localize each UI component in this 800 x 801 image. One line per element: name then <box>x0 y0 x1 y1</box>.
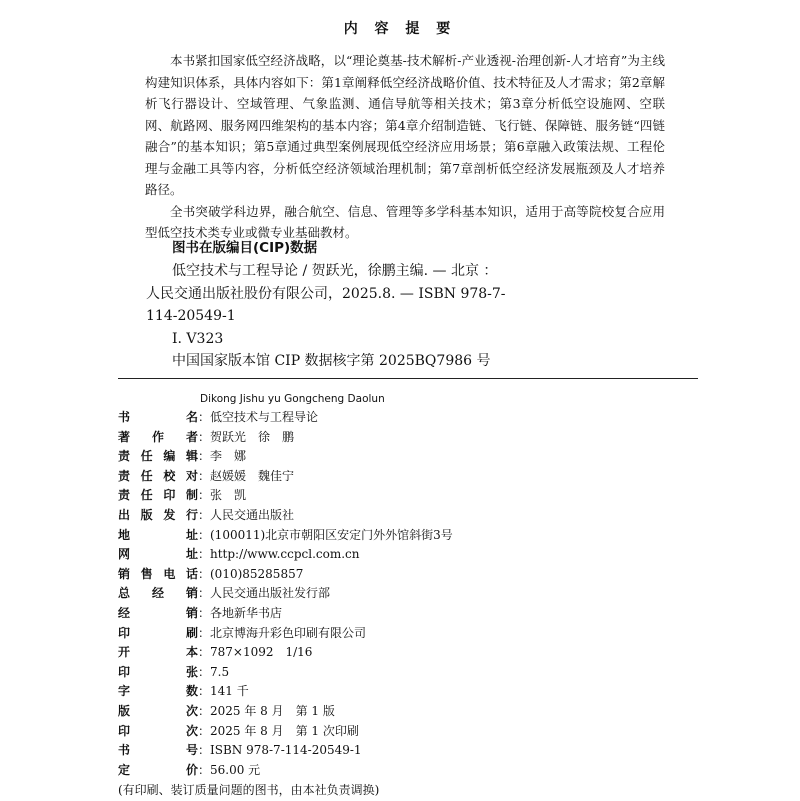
imprint-row <box>118 526 678 546</box>
imprint-row <box>118 565 678 585</box>
imprint-value: ：张 凯 <box>198 488 247 503</box>
imprint-label: 版 次 <box>118 703 198 718</box>
imprint-value: ：北京博海升彩色印刷有限公司 <box>198 625 367 640</box>
imprint-label: 责任编辑 <box>118 449 198 464</box>
imprint-label: 网 址 <box>118 547 198 562</box>
cip-line: 人民交通出版社股份有限公司，2025.8. — ISBN 978-7- <box>146 285 506 302</box>
imprint-row <box>118 741 678 761</box>
imprint-value: ：低空技术与工程导论 <box>198 410 319 424</box>
imprint-value: ：141 千 <box>198 684 249 699</box>
imprint-table <box>118 408 678 801</box>
imprint-row <box>118 506 678 526</box>
pinyin-title: Dikong Jishu yu Gongcheng Daolun <box>200 393 385 405</box>
imprint-label: 著 作 者 <box>118 429 198 444</box>
imprint-label: 总 经 销 <box>118 586 198 601</box>
imprint-value: ：各地新华书店 <box>198 605 283 620</box>
imprint-label: 销售电话 <box>118 566 198 581</box>
imprint-value: ：人民交通出版社发行部 <box>198 586 331 601</box>
imprint-value: ：ISBN 978-7-114-20549-1 <box>198 743 362 758</box>
imprint-row <box>118 604 678 624</box>
cip-line: 中国国家版本馆 CIP 数据核字第 2025BQ7986 号 <box>172 353 491 369</box>
imprint-value: ：赵媛媛 魏佳宁 <box>198 468 295 483</box>
cip-heading: 图书在版编目(CIP)数据 <box>172 240 318 256</box>
imprint-label: 出版发行 <box>118 507 198 522</box>
imprint-label: 经 销 <box>118 605 198 620</box>
imprint-label: 书 号 <box>118 743 198 758</box>
imprint-label: 字 数 <box>118 684 198 699</box>
summary-title: 内 容 提 要 <box>343 21 457 37</box>
imprint-value: ：(100011)北京市朝阳区安定门外外馆斜街3号 <box>198 527 453 542</box>
imprint-label: 责任印制 <box>118 488 198 503</box>
imprint-value: ：7.5 <box>198 664 230 679</box>
imprint-row <box>118 408 678 428</box>
cip-line: Ⅰ. V323 <box>172 330 224 347</box>
summary-text <box>145 50 665 244</box>
imprint-value: ：787×1092 1/16 <box>198 645 313 660</box>
imprint-value: ：贺跃光 徐 鹏 <box>198 429 295 444</box>
imprint-row <box>118 467 678 487</box>
imprint-label: 地 址 <box>118 527 198 542</box>
cip-line: 低空技术与工程导论 / 贺跃光，徐鹏主编. — 北京 ： <box>172 263 498 279</box>
imprint-row <box>118 447 678 467</box>
cip-line: 114-20549-1 <box>146 308 236 324</box>
imprint-row <box>118 486 678 506</box>
imprint-row <box>118 428 678 448</box>
imprint-row <box>118 761 678 781</box>
imprint-row <box>118 624 678 644</box>
cip-record <box>146 260 516 373</box>
imprint-label: 开 本 <box>118 645 198 660</box>
imprint-value: ：人民交通出版社 <box>198 507 295 522</box>
imprint-label: 印 张 <box>118 664 198 679</box>
divider-top <box>118 378 698 379</box>
imprint-value: ：2025 年 8 月 第 1 次印刷 <box>198 723 359 738</box>
imprint-value: ：56.00 元 <box>198 762 261 777</box>
imprint-value: ：http://www.ccpcl.com.cn <box>198 547 360 562</box>
quality-note: (有印刷、装订质量问题的图书，由本社负责调换) <box>118 783 380 798</box>
imprint-label: 印 刷 <box>118 625 198 640</box>
imprint-label: 书 名 <box>118 410 198 424</box>
imprint-label: 定 价 <box>118 762 198 777</box>
imprint-row <box>118 643 678 663</box>
imprint-row <box>118 702 678 722</box>
imprint-row <box>118 722 678 742</box>
imprint-row <box>118 545 678 565</box>
imprint-row <box>118 682 678 702</box>
imprint-row <box>118 584 678 604</box>
imprint-row <box>118 663 678 683</box>
summary-paragraph: 本书紧扣国家低空经济战略，以“理论奠基-技术解析-产业透视-治理创新-人才培育”为主线构建知识体系，具体内容如下：第1章阐释低空经济战略价值、技术特征及人才需求；第2章解析飞行器设计、空域管理、气象监测、通信导航等相关技术；第3章分析低空设施网、空联网、航路网、服务网四维架构的基本内容；第4章介绍制造链、飞行链、保障链、服务链“四链融合”的基本知识；第5章通过典型案例展现低空经济应用场景；第6章融入政策法规、工程伦理与金融工具等内容，分析低空经济领域治理机制；第7章剖析低空经济发展瓶颈及人才培养路径。 <box>145 53 665 197</box>
summary-paragraph: 全书突破学科边界，融合航空、信息、管理等多学科基本知识，适用于高等院校复合应用型低空技术类专业或微专业基础教材。 <box>145 203 665 240</box>
imprint-value: ：2025 年 8 月 第 1 版 <box>198 703 335 718</box>
imprint-value: ：(010)85285857 <box>198 566 304 581</box>
imprint-label: 责任校对 <box>118 468 198 483</box>
imprint-label: 印 次 <box>118 723 198 738</box>
imprint-value: ：李 娜 <box>198 449 247 464</box>
